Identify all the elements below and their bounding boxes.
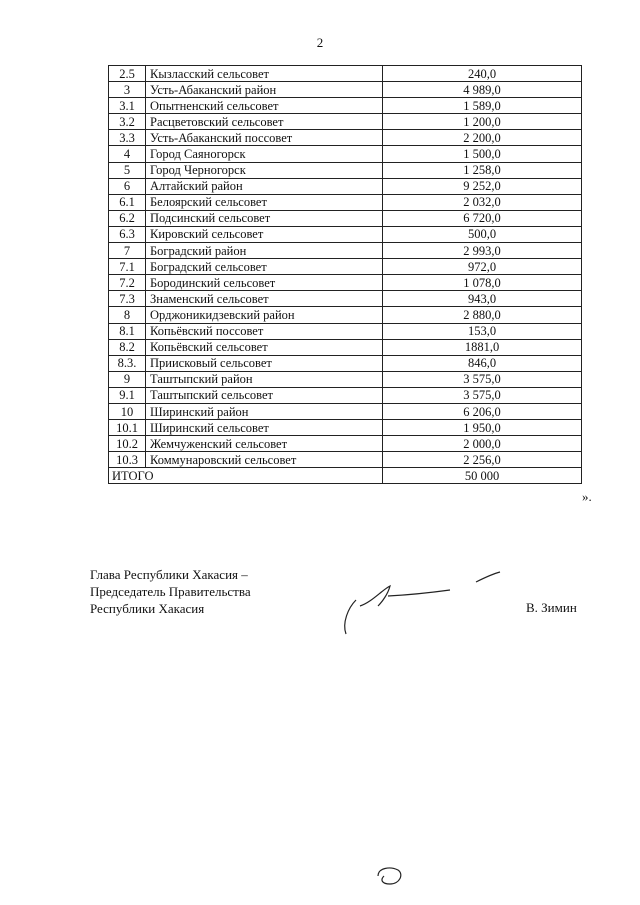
signatory-title: [90, 566, 251, 617]
table-row: [109, 387, 582, 403]
row-name: Расцветовский сельсовет: [146, 114, 383, 130]
row-amount: 4 989,0: [383, 82, 582, 98]
row-amount: 2 880,0: [383, 307, 582, 323]
row-name: Приисковый сельсовет: [146, 355, 383, 371]
row-name: Таштыпский сельсовет: [146, 387, 383, 403]
table-row: [109, 82, 582, 98]
row-name: Таштыпский район: [146, 371, 383, 387]
signer-name: В. Зимин: [526, 600, 577, 615]
table-row: [109, 259, 582, 275]
row-name: Усть-Абаканский район: [146, 82, 383, 98]
row-name: Кызласский сельсовет: [146, 66, 383, 82]
row-amount: 846,0: [383, 355, 582, 371]
signatory-title-line-2: Председатель Правительства: [90, 584, 251, 599]
table-row: [109, 355, 582, 371]
row-name: Усть-Абаканский поссовет: [146, 130, 383, 146]
table-row: [109, 194, 582, 210]
signatory-title-line-1: Глава Республики Хакасия –: [90, 567, 248, 582]
stamp-mark: [372, 862, 408, 890]
row-number: 3.1: [109, 98, 146, 114]
row-number: 8.1: [109, 323, 146, 339]
row-amount: 943,0: [383, 291, 582, 307]
table-row: [109, 162, 582, 178]
table-row: [109, 130, 582, 146]
row-name: Бородинский сельсовет: [146, 275, 383, 291]
row-amount: 2 000,0: [383, 436, 582, 452]
row-amount: 2 256,0: [383, 452, 582, 468]
table-row: [109, 275, 582, 291]
row-number: 3: [109, 82, 146, 98]
table-row: [109, 323, 582, 339]
total-label: ИТОГО: [109, 468, 383, 484]
row-amount: 1 589,0: [383, 98, 582, 114]
row-amount: 1 078,0: [383, 275, 582, 291]
row-amount: 240,0: [383, 66, 582, 82]
table-row: [109, 403, 582, 419]
row-name: Город Черногорск: [146, 162, 383, 178]
row-amount: 1 258,0: [383, 162, 582, 178]
page-number: 2: [316, 35, 324, 50]
handwritten-signature: [338, 568, 508, 638]
table-row: [109, 210, 582, 226]
table-row: [109, 66, 582, 82]
table-row: [109, 339, 582, 355]
row-number: 4: [109, 146, 146, 162]
row-number: 10.1: [109, 420, 146, 436]
row-amount: 1 950,0: [383, 420, 582, 436]
row-number: 3.3: [109, 130, 146, 146]
row-number: 6.3: [109, 226, 146, 242]
row-number: 8.2: [109, 339, 146, 355]
row-name: Коммунаровский сельсовет: [146, 452, 383, 468]
table-row: [109, 452, 582, 468]
row-number: 3.2: [109, 114, 146, 130]
row-name: Кировский сельсовет: [146, 226, 383, 242]
row-amount: 500,0: [383, 226, 582, 242]
closing-quote: ».: [582, 489, 592, 504]
row-number: 5: [109, 162, 146, 178]
row-name: Алтайский район: [146, 178, 383, 194]
row-name: Копьёвский поссовет: [146, 323, 383, 339]
row-amount: 1 200,0: [383, 114, 582, 130]
row-number: 6.1: [109, 194, 146, 210]
row-number: 6.2: [109, 210, 146, 226]
row-number: 9.1: [109, 387, 146, 403]
row-name: Боградский сельсовет: [146, 259, 383, 275]
table-body: [109, 66, 582, 484]
table-row: [109, 114, 582, 130]
row-name: Ширинский сельсовет: [146, 420, 383, 436]
row-amount: 6 206,0: [383, 403, 582, 419]
table-row: [109, 178, 582, 194]
row-amount: 3 575,0: [383, 387, 582, 403]
row-amount: 1 500,0: [383, 146, 582, 162]
row-name: Жемчуженский сельсовет: [146, 436, 383, 452]
row-number: 6: [109, 178, 146, 194]
row-name: Боградский район: [146, 243, 383, 259]
row-amount: 2 032,0: [383, 194, 582, 210]
row-amount: 2 200,0: [383, 130, 582, 146]
table-row: [109, 98, 582, 114]
row-number: 7.2: [109, 275, 146, 291]
row-number: 2.5: [109, 66, 146, 82]
row-number: 7: [109, 243, 146, 259]
row-number: 10: [109, 403, 146, 419]
row-number: 9: [109, 371, 146, 387]
total-amount: 50 000: [383, 468, 582, 484]
table-row: [109, 420, 582, 436]
row-name: Знаменский сельсовет: [146, 291, 383, 307]
row-number: 7.3: [109, 291, 146, 307]
row-number: 8.3.: [109, 355, 146, 371]
row-amount: 9 252,0: [383, 178, 582, 194]
table-row: [109, 243, 582, 259]
row-number: 10.3: [109, 452, 146, 468]
row-name: Город Саяногорск: [146, 146, 383, 162]
row-number: 7.1: [109, 259, 146, 275]
table-row: [109, 226, 582, 242]
row-amount: 3 575,0: [383, 371, 582, 387]
row-amount: 972,0: [383, 259, 582, 275]
row-amount: 1881,0: [383, 339, 582, 355]
table-row: [109, 291, 582, 307]
row-amount: 153,0: [383, 323, 582, 339]
row-number: 8: [109, 307, 146, 323]
row-amount: 2 993,0: [383, 243, 582, 259]
row-name: Ширинский район: [146, 403, 383, 419]
row-name: Подсинский сельсовет: [146, 210, 383, 226]
allocation-table: [108, 65, 582, 484]
signatory-title-line-3: Республики Хакасия: [90, 601, 205, 616]
row-name: Копьёвский сельсовет: [146, 339, 383, 355]
table-row: [109, 146, 582, 162]
row-name: Белоярский сельсовет: [146, 194, 383, 210]
row-number: 10.2: [109, 436, 146, 452]
table-row: [109, 436, 582, 452]
total-row: [109, 468, 582, 484]
row-name: Орджоникидзевский район: [146, 307, 383, 323]
row-name: Опытненский сельсовет: [146, 98, 383, 114]
row-amount: 6 720,0: [383, 210, 582, 226]
table-row: [109, 307, 582, 323]
table-row: [109, 371, 582, 387]
